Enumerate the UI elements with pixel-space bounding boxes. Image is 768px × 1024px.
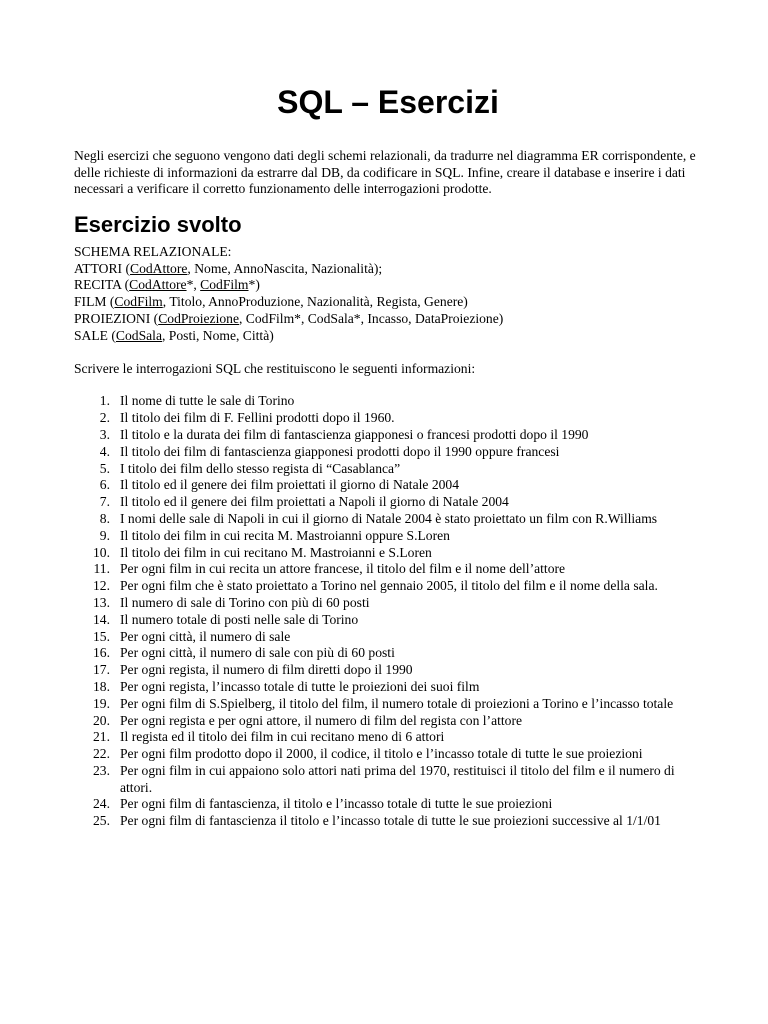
exercise-text: Il titolo dei film di fantascienza giapponesi prodotti dopo il 1990 oppure francesi xyxy=(120,443,560,459)
exercise-text: Per ogni film in cui recita un attore francese, il titolo del film e il nome dell’attore xyxy=(120,561,566,577)
exercise-text: Il titolo dei film in cui recitano M. Mastroianni e S.Loren xyxy=(120,544,432,560)
exercise-text: Per ogni film di fantascienza, il titolo e l’incasso totale di tutte le sue proiezioni xyxy=(120,796,553,812)
exercise-item xyxy=(74,729,696,746)
exercise-text: Per ogni città, il numero di sale con più di 60 posti xyxy=(120,645,395,661)
primary-key: CodFilm xyxy=(114,294,163,310)
schema-row xyxy=(74,311,696,328)
schema-text: RECITA ( xyxy=(74,277,130,293)
exercise-text: Per ogni film di fantascienza il titolo e l’incasso totale di tutte le sue proiezioni successive al 1/1/01 xyxy=(120,813,661,829)
section-title: Esercizio svolto xyxy=(74,211,242,237)
exercise-number: 16. xyxy=(93,645,110,661)
exercise-text: Per ogni film di S.Spielberg, il titolo del film, il numero totale di proiezioni a Torino e l’incasso totale xyxy=(120,695,674,711)
exercise-text: Il titolo ed il genere dei film proiettati il giorno di Natale 2004 xyxy=(120,477,460,493)
exercise-item xyxy=(74,511,696,528)
exercise-text: Per ogni film che è stato proiettato a Torino nel gennaio 2005, il titolo del film e il nome della sala. xyxy=(120,578,658,594)
exercise-number: 7. xyxy=(99,494,110,510)
question-intro: Scrivere le interrogazioni SQL che restituiscono le seguenti informazioni: xyxy=(74,360,476,376)
exercise-number: 13. xyxy=(93,594,110,610)
exercise-text: Il numero totale di posti nelle sale di Torino xyxy=(120,611,359,627)
exercise-text: Il regista ed il titolo dei film in cui recitano meno di 6 attori xyxy=(120,729,445,745)
primary-key: CodFilm xyxy=(200,277,249,293)
exercise-number: 4. xyxy=(99,443,110,459)
primary-key: CodSala xyxy=(115,327,162,343)
exercise-item xyxy=(74,629,696,646)
exercise-text: Il titolo ed il genere dei film proiettati a Napoli il giorno di Natale 2004 xyxy=(120,494,509,510)
exercise-item xyxy=(74,763,696,797)
exercise-list xyxy=(74,393,696,830)
exercise-number: 10. xyxy=(93,544,110,560)
exercise-number: 8. xyxy=(99,510,110,526)
exercise-text: Per ogni film in cui appaiono solo attori nati prima del 1970, restituisci il titolo del film e il numero di attori. xyxy=(120,762,675,795)
exercise-item xyxy=(74,679,696,696)
exercise-item xyxy=(74,393,696,410)
exercise-item xyxy=(74,813,696,830)
schema-row xyxy=(74,294,696,311)
exercise-number: 12. xyxy=(93,578,110,594)
exercise-number: 6. xyxy=(99,477,110,493)
exercise-item xyxy=(74,746,696,763)
schema-text: ATTORI ( xyxy=(74,260,131,276)
schema-table-list xyxy=(74,261,696,345)
exercise-item xyxy=(74,595,696,612)
schema-heading: SCHEMA RELAZIONALE: xyxy=(74,243,232,259)
exercise-item xyxy=(74,444,696,461)
schema-row xyxy=(74,261,696,278)
exercise-item xyxy=(74,561,696,578)
schema-row xyxy=(74,328,696,345)
exercise-item xyxy=(74,612,696,629)
exercise-text: Il titolo e la durata dei film di fantascienza giapponesi o francesi prodotti dopo il 1990 xyxy=(120,426,589,442)
schema-text: SALE ( xyxy=(74,327,116,343)
exercise-text: Il titolo dei film di F. Fellini prodotti dopo il 1960. xyxy=(120,410,395,426)
exercise-number: 2. xyxy=(99,410,110,426)
schema-text: , Posti, Nome, Città) xyxy=(162,327,274,343)
exercise-item xyxy=(74,410,696,427)
exercise-number: 25. xyxy=(93,813,110,829)
exercise-number: 19. xyxy=(93,695,110,711)
exercise-number: 23. xyxy=(93,762,110,778)
exercise-text: Il nome di tutte le sale di Torino xyxy=(120,393,295,409)
exercise-number: 1. xyxy=(99,393,110,409)
schema-text: PROIEZIONI ( xyxy=(74,310,159,326)
exercise-number: 17. xyxy=(93,662,110,678)
exercise-text: Il titolo dei film in cui recita M. Mastroianni oppure S.Loren xyxy=(120,527,450,543)
exercise-number: 21. xyxy=(93,729,110,745)
exercise-text: Il numero di sale di Torino con più di 60 posti xyxy=(120,594,370,610)
document-page xyxy=(74,80,696,830)
exercise-number: 14. xyxy=(93,611,110,627)
exercise-number: 11. xyxy=(93,561,110,577)
relational-schema xyxy=(74,244,696,345)
schema-text: *, xyxy=(186,277,201,293)
exercise-number: 15. xyxy=(93,628,110,644)
intro-paragraph: Negli esercizi che seguono vengono dati degli schemi relazionali, da tradurre nel diagramma ER corrispondente, e delle richieste di informazioni da estrarre dal DB, da codificare in SQL. Infine, creare il database e inserire i dati necessari a verificare il corretto funzionamento delle interrogazioni prodotte. xyxy=(74,148,696,197)
primary-key: CodProiezione xyxy=(158,310,239,326)
exercise-item xyxy=(74,713,696,730)
exercise-item xyxy=(74,578,696,595)
schema-row xyxy=(74,277,696,294)
exercise-item xyxy=(74,494,696,511)
exercise-number: 22. xyxy=(93,746,110,762)
exercise-item xyxy=(74,528,696,545)
exercise-item xyxy=(74,796,696,813)
schema-text: *) xyxy=(248,277,260,293)
exercise-item xyxy=(74,427,696,444)
exercise-text: Per ogni città, il numero di sale xyxy=(120,628,291,644)
exercise-text: Per ogni regista e per ogni attore, il numero di film del regista con l’attore xyxy=(120,712,523,728)
exercise-text: I titolo dei film dello stesso regista di “Casablanca” xyxy=(120,460,401,476)
exercise-number: 24. xyxy=(93,796,110,812)
exercise-text: Per ogni regista, l’incasso totale di tutte le proiezioni dei suoi film xyxy=(120,678,480,694)
exercise-item xyxy=(74,545,696,562)
schema-text: , Nome, AnnoNascita, Nazionalità); xyxy=(187,260,383,276)
primary-key: CodAttore xyxy=(129,277,187,293)
primary-key: CodAttore xyxy=(130,260,188,276)
exercise-item xyxy=(74,461,696,478)
exercise-item xyxy=(74,696,696,713)
exercise-number: 18. xyxy=(93,678,110,694)
schema-text: , Titolo, AnnoProduzione, Nazionalità, Regista, Genere) xyxy=(162,294,468,310)
exercise-number: 20. xyxy=(93,712,110,728)
exercise-number: 3. xyxy=(99,426,110,442)
exercise-text: I nomi delle sale di Napoli in cui il giorno di Natale 2004 è stato proiettato un film con R.Williams xyxy=(120,510,658,526)
schema-text: FILM ( xyxy=(74,294,115,310)
exercise-text: Per ogni regista, il numero di film diretti dopo il 1990 xyxy=(120,662,413,678)
exercise-number: 9. xyxy=(99,527,110,543)
document-title: SQL – Esercizi xyxy=(277,84,499,120)
exercise-item xyxy=(74,477,696,494)
exercise-item xyxy=(74,662,696,679)
exercise-number: 5. xyxy=(99,460,110,476)
exercise-text: Per ogni film prodotto dopo il 2000, il codice, il titolo e l’incasso totale di tutte le sue proiezioni xyxy=(120,746,643,762)
exercise-item xyxy=(74,645,696,662)
schema-text: , CodFilm*, CodSala*, Incasso, DataProiezione) xyxy=(239,310,504,326)
